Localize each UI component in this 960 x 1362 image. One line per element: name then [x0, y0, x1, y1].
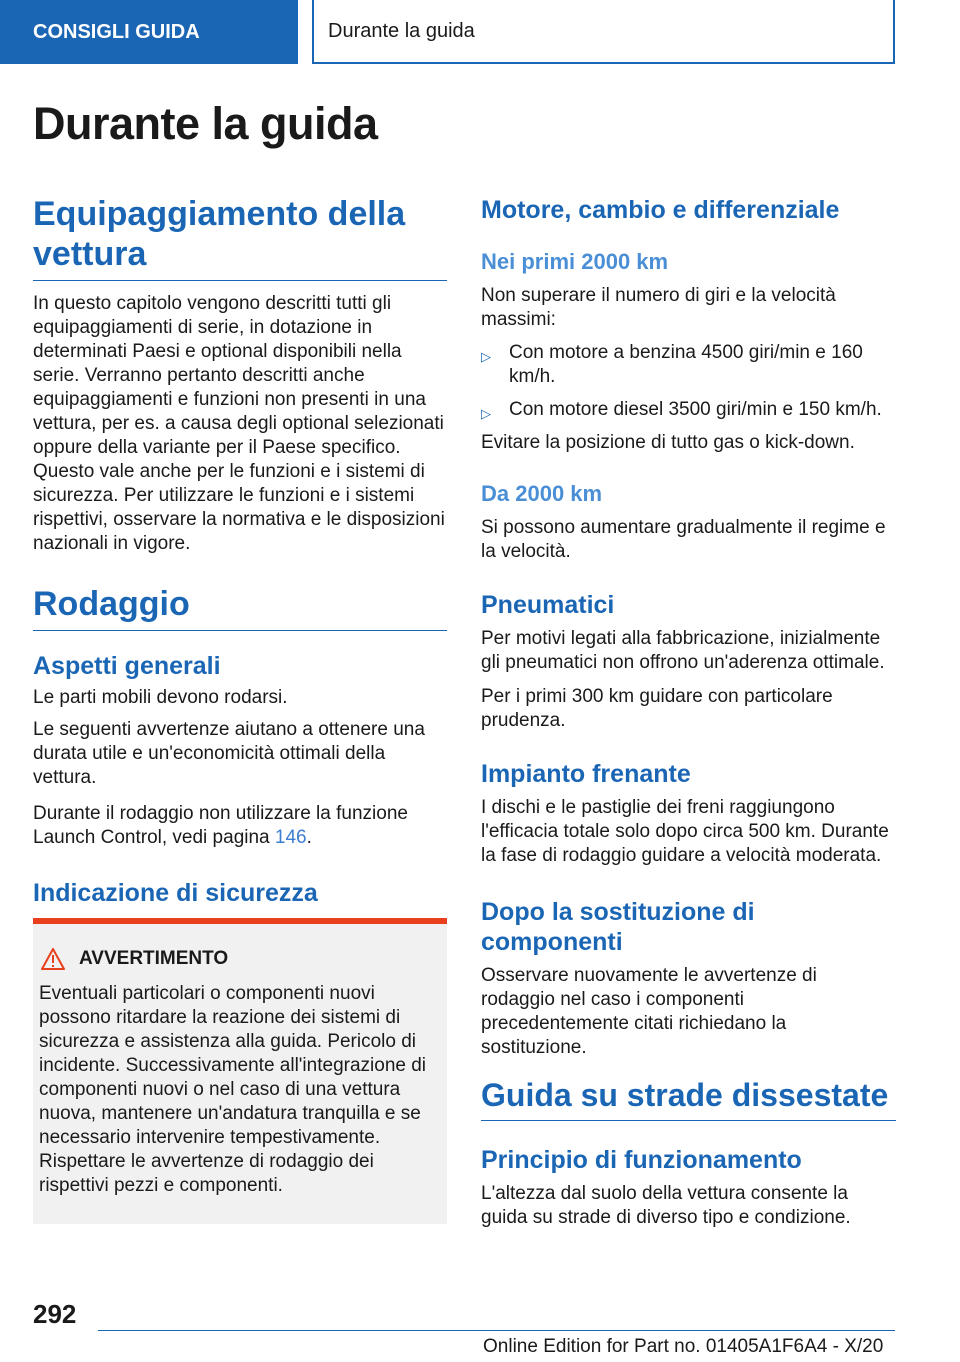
da-paragraph: Si possono aumentare gradualmente il regime e la velocità.: [481, 517, 886, 562]
bullet-triangle-icon: ▷: [481, 349, 491, 364]
aspetti-p3-end: .: [306, 827, 312, 848]
freni-paragraph: I dischi e le pastiglie dei freni raggiungono l'efficacia totale solo dopo circa 500 km. Durante la fase di rodaggio guidare a velocità moderata.: [481, 797, 889, 866]
primi-paragraph: Non superare il numero di giri e la velocità massimi:: [481, 285, 836, 330]
warning-text: Eventuali particolari o componenti nuovi possono ritardare la reazione dei sistemi di sicurezza e assistenza alla guida. Pericolo di incidente. Successivamente all'integrazione di componenti nuovi o nel caso di una vettura nuova, mantenere un'andatura tranquilla e se necessario intervenire tempestivamente. Rispettare le avvertenze di rodaggio dei rispettivi pezzi e componenti.: [39, 983, 427, 1196]
aspetti-p3: [33, 802, 447, 850]
aspetti-p1: Le parti mobili devono rodarsi.: [33, 687, 288, 708]
pneu-p1: Per motivi legati alla fabbricazione, inizialmente gli pneumatici non offrono un'aderenza ottimale.: [481, 628, 885, 673]
page-title: Durante la guida: [33, 98, 378, 149]
chapter-tab[interactable]: Durante la guida: [312, 0, 895, 64]
pneu-heading: Pneumatici: [481, 591, 615, 619]
bullet-text: Con motore a benzina 4500 giri/min e 160 km/h.: [509, 342, 863, 387]
page-header: [0, 0, 960, 66]
da-heading: Da 2000 km: [481, 481, 603, 506]
bullet-diesel: [481, 398, 896, 426]
aspetti-heading: Aspetti generali: [33, 652, 221, 680]
footer-divider: [98, 1330, 895, 1331]
principio-paragraph: L'altezza dal suolo della vettura consente la guida su strade di diverso tipo e condizione.: [481, 1183, 851, 1228]
rodaggio-heading: Rodaggio: [33, 584, 447, 631]
motore-heading: Motore, cambio e differenziale: [481, 196, 840, 224]
freni-heading: Impianto frenante: [481, 760, 691, 788]
bullet-benzina: [481, 341, 896, 389]
strade-heading: Guida su strade dissestate: [481, 1076, 896, 1121]
warning-label: AVVERTIMENTO: [79, 948, 229, 969]
aspetti-p3-text: Durante il rodaggio non utilizzare la funzione Launch Control, vedi pagina: [33, 803, 408, 848]
bullet-text: Con motore diesel 3500 giri/min e 150 km/h.: [509, 399, 882, 420]
dopo-heading: Dopo la sostituzione di componenti: [481, 898, 755, 956]
pneu-p2: Per i primi 300 km guidare con particolare prudenza.: [481, 686, 833, 731]
principio-heading: Principio di funzionamento: [481, 1146, 802, 1174]
section-tab[interactable]: CONSIGLI GUIDA: [0, 0, 298, 64]
sicurezza-heading: Indicazione di sicurezza: [33, 879, 318, 907]
warning-triangle-icon: [41, 948, 65, 970]
bullet-triangle-icon: ▷: [481, 406, 491, 421]
aspetti-p2: Le seguenti avvertenze aiutano a ottenere una durata utile e un'economicità ottimali della vettura.: [33, 719, 425, 788]
equip-heading: Equipaggiamento della vettura: [33, 194, 447, 281]
equip-paragraph: In questo capitolo vengono descritti tutti gli equipaggiamenti di serie, in dotazione in determinati Paesi e optional disponibili nella serie. Verranno pertanto descritti anche equipaggiamenti e funzioni non presenti in una vettura, per es. a causa degli optional selezionati oppure della variante per il Paese specifico. Questo vale anche per le funzioni e i sistemi di sicurezza. Per utilizzare le funzioni e i sistemi rispettivi, osservare la normativa e le disposizioni nazionali in vigore.: [33, 293, 445, 554]
dopo-paragraph: Osservare nuovamente le avvertenze di rodaggio nel caso i componenti precedentemente citati richiedano la sostituzione.: [481, 965, 817, 1058]
page-number: 292: [33, 1299, 77, 1329]
primi-heading: Nei primi 2000 km: [481, 249, 669, 274]
page-link-146[interactable]: 146: [274, 827, 307, 848]
primi-after: Evitare la posizione di tutto gas o kick-down.: [481, 432, 855, 453]
warning-box: [33, 918, 447, 1224]
warning-title: [41, 948, 228, 970]
edition-text: Online Edition for Part no. 01405A1F6A4 - X/20: [483, 1336, 884, 1357]
